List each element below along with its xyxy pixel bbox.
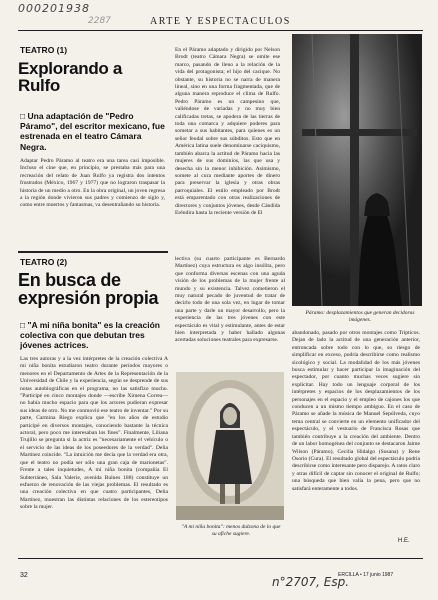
theater-scene-illustration xyxy=(292,34,422,306)
poster-caption: "A mi niña bonita": menos dulzona de lo que su afiche sugiere. xyxy=(181,524,281,537)
article2-deck: □ "A mi niña bonita" es la creación colectiva con que debutan tres jóvenes actrices. xyxy=(20,320,160,351)
poster-photo xyxy=(176,372,284,520)
article1-continuation: abandonado, pasado por otros montajes como Tripticos. Dejan de lado la actitud de una generación anterior, entroncada sobre todo con lo que, so riesgo de simplificar en exceso, podría describirse como realismo sicológico y social. La modalidad de los más jóvenes busca estimular y hacer participar la imaginación del espectador, por cuanto muchas veces sugiere sin explicitar. Hay todo un lenguaje corporal de los intérpretes y espacios de los desplazamientos de los personajes en el espacio y el empleo de cajones los que conducen a un mismo tiempo ambiguo. En el caso de Páramo se añade la música de Manuel Sepúlveda, cuyo tema central se convierte en un elemento unificador del espectáculo, y el vestuario de Francisca Rosas que también contribuye a la creación del ambiente. Dentro de un labor homogénea del conjunto se destacaron Jaime Wilson (Páramo), Cecilia Hidalgo (Susana) y Rene Osorio (Cura). El resultado global del espectáculo podría describirse como interesante pero disparejo. A ratos claro y otras difícil de captar sin conocer el original de Rulfo; una búsqueda que bien valía la pena, pero que no satisfará enteramente a todos. xyxy=(292,330,420,492)
article1-body-col2: En el Páramo adaptado y dirigido por Nelson Brodt (teatro Cámara Negra) se omite ese marco, pasando de lleno a la relación de la vida del protagonista; el hijo del cacique. No obstante, su historia no se narra de manera lineal, sino en una forma fragmentada, que de alguna manera reproduce el clima de Rulfo. Pedro Páramo es un campesino que, valiéndose de variadas y no muy bien calificadas tretas, se apodera de las tierras de toda una comarca y adquiere poderes para sometar a sus habitantes, para quienes es un señor feudal sobre sus súbditos. Esto que en América latina suele denominarse caciquismo, también abarca la actitud de Páramo hacia las mujeres de sus dominios, las que usa y desecha sin la menor inhibición. Asimismo, somete al cura mediante aportes de dinero para preservar la iglesia y otras obras parroquiales. El estilo empleado por Brodt está emparentado con otras realizaciones de directores y conjuntos jóvenes, desde Cándida Eréndira hasta la reciente versión de El xyxy=(175,47,280,216)
author-initials: H.E. xyxy=(398,538,410,544)
article1-body-col1: Adaptar Pedro Páramo al teatro era una tarea casi imposible. Incluso el cine que, en principio, se prestaba más para una recreación del relato de Juan Rulfo ya registra dos intentos frustrados (México, 1967 y 1977) que no lograron traspasar la historia de un medio a otro. En la obra original, un joven regresa a la región donde vivieron sus padres y comienzo de siglo y, como entre muertos y fantasmas, va desentrañando su historia. xyxy=(20,158,165,209)
page-number: 32 xyxy=(20,572,28,579)
theater-scene-photo xyxy=(292,34,422,306)
archive-number: 000201938 xyxy=(18,2,90,15)
article2-body-col2: lectiva (su cuarto participante es Bernardo Martínez) cuya estructura es algo insólita, pero que conforma diversas escenas con una aguda visión de los problemas de la mujer frente al mundo y su existencia. Talvez cometieron el muy natural pecado de juventud de tratar de decirlo todo de una sola vez, en lugar de tomar una parte y darle un mayor desarrollo, pero la experiencia de las tres jóvenes con este espectáculo es vital y estimulante, antes de estar bien interpretada y haber hallado algunas acertadas soluciones teatrales para expresarse. xyxy=(175,256,285,344)
girl-portrait-illustration xyxy=(176,372,284,520)
article2-kicker: TEATRO (2) xyxy=(20,257,68,267)
article2-deck-text: "A mi niña bonita" es la creación colectiva con que debutan tres jóvenes actrices. xyxy=(20,320,160,351)
top-rule xyxy=(18,30,423,31)
archive-mark: 2287 xyxy=(88,16,111,26)
handwritten-note: n°2707, Esp. xyxy=(272,575,350,589)
article2-headline: En busca de expresión propia xyxy=(18,270,159,309)
publication-date: ERCILLA • 17 junio 1987 xyxy=(338,572,394,578)
section-header: ARTE Y ESPECTACULOS xyxy=(150,16,291,27)
article1-headline: Explorando a Rulfo xyxy=(18,59,123,96)
section-divider xyxy=(18,251,168,253)
article1-deck-text: Una adaptación de "Pedro Páramo", del escritor mexicano, fue estrenada en el teatro Cámara Negra. xyxy=(20,111,165,152)
article1-deck: □ Una adaptación de "Pedro Páramo", del escritor mexicano, fue estrenada en el teatro Cámara Negra. xyxy=(20,111,165,152)
article2-body-col1: Las tres autoras y a la vez intérpretes de la creación colectiva A mi niña bonita estudiaron teatro durante períodos mayores o menores en el Departamento de Artes de la Representación de la Universidad de Chile y la experiencia, según se desprende de sus notas autobiográficas en el programa, no las satisfizo mucho. "Participé en cinco montajes donde —escribe Ximena Correa— no había mucho espacio para que los actores pudieran expresar sus ideas de otro. No me conmovió ese teatro de inventar." Por su parte, Carmina Riego explica que "en los años de estudio participé en diversos montajes, conociendo bastante la técnica actoral, pero poco me interesaban los fines". Finalmente, Liliana Trujillo se pregunta si la actriz es "necesariamente el vehículo o el servicio de las ideas de los poseedores de la verdad". Delia Martínez coincide. "La intuición me decía que la verdad era otra, que el teatro no podía ser sólo una gran caja de marionetas". Frente a tales inquietudes, A mi niña bonita (compañía El Subterráneo, Sala Valerie, avenida Bulnes 188) constituye un esfuerzo de renovación de las viejas problemas. El resultado es una creación colectiva en que cuatro participantes, Delia Martínez, muestran las distintas relaciones de los estereotipos sobre la mujer. xyxy=(20,356,168,511)
theater-scene-caption: Páramo: desplazamientos que generan decidoras imágenes. xyxy=(305,310,415,323)
bottom-rule xyxy=(18,558,423,559)
article1-kicker: TEATRO (1) xyxy=(20,45,68,55)
